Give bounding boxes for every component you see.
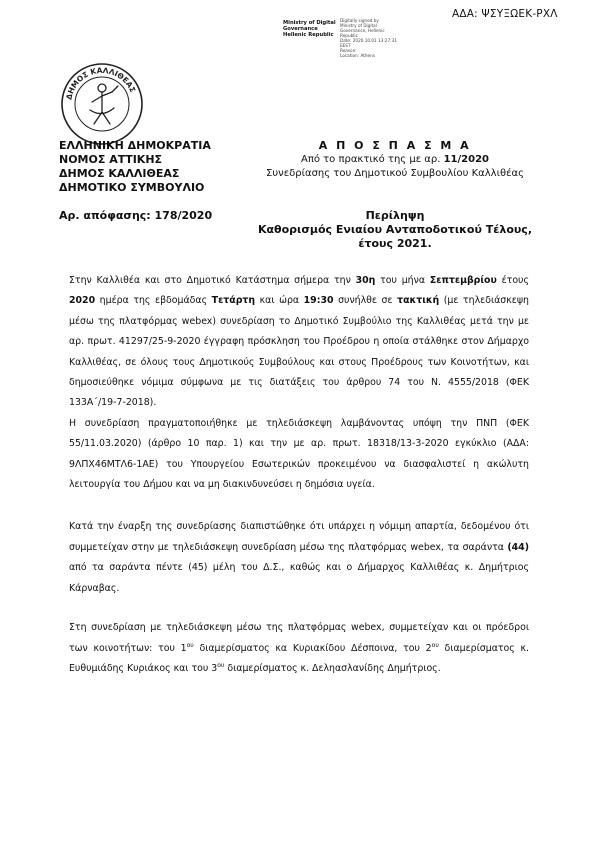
ada-code: ΑΔΑ: ΨΣΥΞΩΕΚ-ΡΧΛ (452, 8, 558, 20)
session-time: 19:30 (303, 295, 334, 307)
paragraph-community-presidents (69, 618, 529, 679)
minutes-reference (255, 153, 535, 167)
session-year: 2020 (69, 295, 96, 307)
session-day: 30η (355, 275, 376, 286)
text-run: (με τηλεδιάσκεψη μέσω της πλατφόρμας webex) συνεδρίαση το Δημοτικό Συμβούλιο της Καλλιθέας μετά την με αρ. πρωτ. 41297/25-9-2020 έγγραφη πρόσκληση του Προέδρου η οποία στάλθηκε στον Δήμαρχο Καλλιθέας, σε όλους τους Δημοτικούς Συμβούλους και στους Προέδρους των Κοινοτήτων, και δημοσιεύθηκε νόμιμα σύμφωνα με τις διατάξεις του άρθρου 74 του Ν. 4555/2018 (ΦΕΚ 133Α΄/19-7-2018). (69, 295, 529, 409)
text-run: Στη συνεδρίαση με τηλεδιάσκεψη μέσω της πλατφόρμας webex, συμμετείχαν και οι πρόεδροι των κοινοτήτων: του 1 (69, 622, 529, 654)
session-line: Συνεδρίασης του Δημοτικού Συμβουλίου Καλλιθέας (266, 168, 524, 179)
text-run: ημέρα της εβδομάδας (95, 295, 212, 307)
members-count: (44) (507, 541, 529, 553)
minutes-number: 11/2020 (443, 154, 489, 165)
stamp-line: EEST (340, 43, 351, 48)
excerpt-title: Α Π Ο Σ Π Α Σ Μ Α (318, 139, 472, 152)
ordinal-suffix: ου (186, 641, 194, 649)
svg-text:ΔΗΜΟΣ ΚΑΛΛΙΘΕΑΣ (64, 66, 137, 101)
municipality-line: ΔΗΜΟΣ ΚΑΛΛΙΘΕΑΣ (59, 167, 180, 180)
text-run: Κατά την έναρξη της συνεδρίασης διαπιστώθηκε ότι υπάρχει η νόμιμη απαρτία, δεδομένου ότι συμμετείχαν στην με τηλεδιάσκεψη συνεδρίαση μέσω της πλατφόρμας webex, τα σαράντα (69, 521, 529, 553)
signature-stamp-issuer (283, 20, 336, 39)
stamp-line: Governance, Hellenic (340, 28, 385, 33)
text-run: του μήνα (375, 275, 430, 286)
ordinal-suffix: ου (217, 661, 225, 669)
stamp-line: Date: 2020.10.01 13:27:31 (340, 38, 397, 43)
country-line: ΕΛΛΗΝΙΚΗ ΔΗΜΟΚΡΑΤΙΑ (59, 139, 211, 152)
stamp-line: Governance (283, 26, 318, 33)
text-run: και ώρα (255, 295, 304, 307)
signature-stamp-details (340, 18, 397, 58)
summary-line: Καθορισμός Ενιαίου Ανταποδοτικού Τέλους, (257, 223, 533, 236)
text-run: διαμερίσματος κ. Ευθυμιάδης Κυριάκος και του 3 (69, 642, 529, 674)
paragraph-quorum (69, 517, 529, 599)
stamp-line: Digitally signed by (340, 18, 379, 23)
prefecture-line: ΝΟΜΟΣ ΑΤΤΙΚΗΣ (59, 153, 163, 166)
decision-number: Αρ. απόφασης: 178/2020 (59, 209, 213, 222)
seal-text: ΔΗΜΟΣ ΚΑΛΛΙΘΕΑΣ (64, 65, 138, 101)
minutes-prefix: Από το πρακτικό της με αρ. (301, 154, 441, 165)
paragraph-session-convened (69, 271, 529, 414)
ordinal-suffix: ου (431, 641, 439, 649)
stamp-line: Location: Athens (340, 53, 375, 58)
session-weekday: Τετάρτη (211, 295, 256, 307)
text-run: Στην Καλλιθέα και στο Δημοτικό Κατάστημα σήμερα την (69, 275, 356, 286)
summary-line: έτους 2021. (358, 237, 432, 250)
text-run: συνήλθε σε (333, 295, 398, 307)
spacer (69, 599, 529, 618)
text-run: έτους (496, 275, 529, 286)
stamp-line: Ministry of Digital (340, 23, 377, 28)
document-body (69, 271, 529, 679)
paragraph-teleconference: Η συνεδρίαση πραγματοποιήθηκε με τηλεδιάσκεψη λαμβάνοντας υπόψη την ΠΝΠ (ΦΕΚ 55/11.03.2020) (άρθρο 10 παρ. 1) και την με αρ. πρωτ. 18318/13-3-2020 εγκύκλιο (ΑΔΑ: 9ΛΠΧ46ΜΤΛ6-1ΑΕ) του Υπουργείου Εσωτερικών προκειμένου να διασφαλιστεί η ακώλυτη λειτουργία του Δήμου και να μη διακινδυνεύσει η δημόσια υγεία. (69, 417, 529, 491)
issuer-block (59, 139, 211, 195)
summary-heading: Περίληψη (365, 209, 425, 222)
stamp-line: Ministry of Digital (283, 20, 336, 26)
spacer (69, 495, 529, 517)
text-run: διαμερίσματος κα Κυριακίδου Δέσποινα, του 2 (193, 642, 432, 654)
stamp-line: Republic (340, 33, 358, 38)
summary-block (255, 209, 535, 251)
municipality-seal-icon (60, 62, 144, 146)
stamp-line: Reason: (340, 48, 357, 53)
session-month: Σεπτεμβρίου (429, 275, 497, 286)
council-line: ΔΗΜΟΤΙΚΟ ΣΥΜΒΟΥΛΙΟ (59, 181, 205, 194)
excerpt-block (255, 139, 535, 181)
text-run: από τα σαράντα πέντε (45) μέλη του Δ.Σ., καθώς και ο Δήμαρχος Καλλιθέας κ. Δημήτριος Κάρναβας. (69, 562, 529, 594)
stamp-line: Hellenic Republic (283, 32, 334, 39)
session-kind: τακτική (397, 295, 440, 307)
text-run: διαμερίσματος κ. Δεληασλανίδης Δημήτριος. (224, 662, 441, 674)
